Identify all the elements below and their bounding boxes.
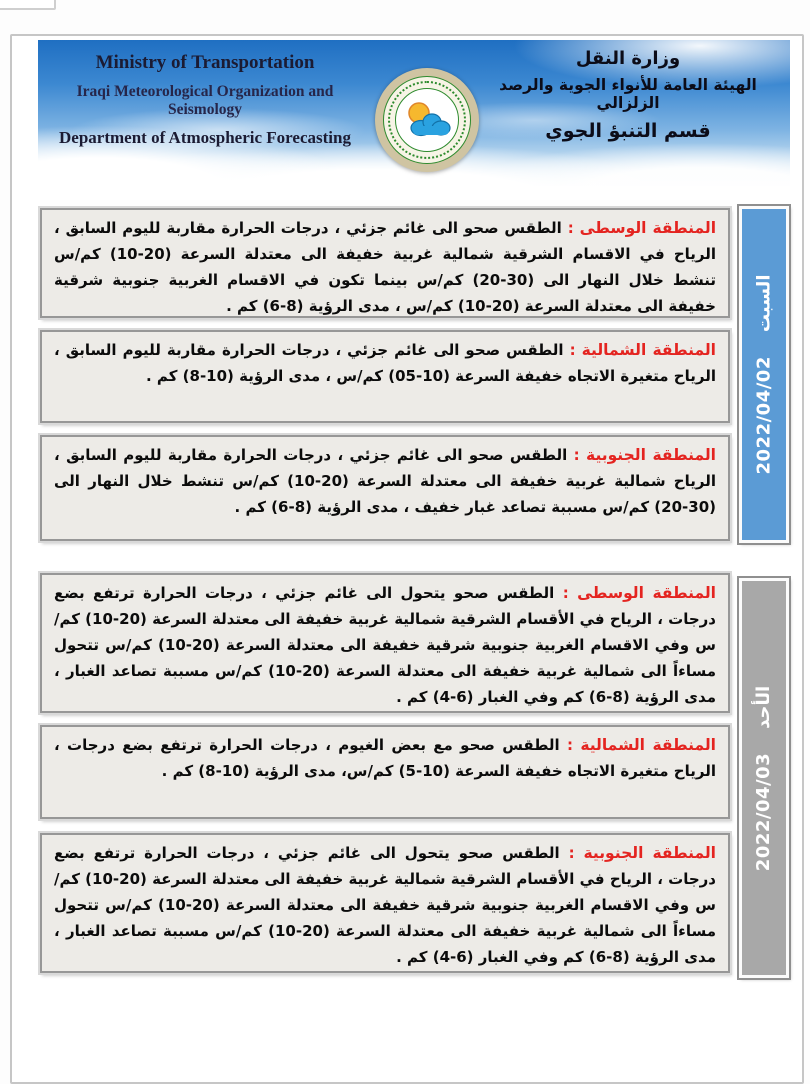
tab-sunday (739, 578, 789, 978)
header-english-block (50, 52, 360, 148)
forecast-text: الطقس صحو الى غائم جزئي ، درجات الحرارة مقاربة لليوم السابق ، الرياح متغيرة الاتجاه خفيفة السرعة (10-05) كم/س ، مدى الرؤية (10-8) كم . (54, 341, 716, 385)
tab-saturday-label (754, 275, 775, 475)
department-title-en: Department of Atmospheric Forecasting (59, 128, 351, 147)
day-name: السبت (753, 274, 775, 333)
tab-sunday-label (754, 685, 775, 870)
forecast-text: الطقس صحو يتحول الى غائم جزئي ، درجات الحرارة ترتفع بضع درجات ، الرياح في الأقسام الشرقية شمالية غربية خفيفة الى معتدلة السرعة (20-10) كم/س وفي الاقسام الغربية جنوبية شرقية خفيفة الى معتدلة السرعة (20-10) كم/س تتحول مساءاً الى شمالية غربية خفيفة الى معتدلة السرعة (20-10) كم/س مسببة تصاعد الغبار ، مدى الرؤية (8-6) كم وفي الغبار (6-4) كم . (54, 844, 716, 966)
region-label: المنطقة الشمالية (580, 736, 716, 754)
label-separator: : (559, 736, 581, 754)
forecast-text: الطقس صحو الى غائم جزئي ، درجات الحرارة مقاربة لليوم السابق ، الرياح شمالية غربية خفيفة الى معتدلة السرعة (20-10) كم/س تنشط خلال النهار الى (30-20) كم/س مسببة تصاعد غبار خفيف ، مدى الرؤية (8-6) كم . (54, 446, 716, 516)
forecast-box-sunday-central (40, 573, 730, 713)
forecast-box-sunday-southern (40, 833, 730, 973)
label-separator: : (554, 584, 578, 602)
region-label: المنطقة الوسطى (577, 584, 716, 602)
header-arabic-block (478, 48, 778, 142)
forecast-box-saturday-southern (40, 435, 730, 541)
logo-center (395, 88, 459, 152)
org-seal-logo (375, 68, 479, 172)
day-date: 2022/04/03 (753, 752, 775, 871)
logo-outer-band (383, 76, 471, 164)
forecast-text: الطقس صحو الى غائم جزئي ، درجات الحرارة مقاربة لليوم السابق ، الرياح في الاقسام الشرقية شمالية غربية خفيفة الى معتدلة السرعة (20-10) كم/س تنشط خلال النهار الى (30-20) كم/س بينما تكون في الاقسام الغربية جنوبية شرقية خفيفة الى معتدلة السرعة (20-10) كم/س ، مدى الرؤية (8-6) كم . (54, 219, 716, 315)
label-separator: : (567, 446, 587, 464)
forecast-box-sunday-northern (40, 725, 730, 819)
corner-artifact (0, 0, 56, 10)
region-label: المنطقة الوسطى (579, 219, 717, 237)
day-name: الأحد (753, 685, 775, 729)
organization-title-ar: الهيئة العامة للأنواء الجوية والرصد الزلزالي (499, 76, 757, 112)
header-banner (38, 40, 790, 186)
forecast-box-saturday-northern (40, 330, 730, 423)
region-label: المنطقة الجنوبية (583, 844, 716, 862)
label-separator: : (559, 844, 584, 862)
label-separator: : (561, 219, 580, 237)
logo-ring-text (388, 81, 466, 159)
forecast-box-saturday-central (40, 208, 730, 318)
organization-title-en: Iraqi Meteorological Organization and Seismology (76, 83, 334, 118)
region-label: المنطقة الجنوبية (586, 446, 716, 464)
forecast-text: الطقس صحو يتحول الى غائم جزئي ، درجات الحرارة ترتفع بضع درجات ، الرياح في الأقسام الشرقية شمالية غربية خفيفة الى معتدلة السرعة (20-10) كم/س وفي الاقسام الغربية جنوبية شرقية خفيفة الى معتدلة السرعة (20-10) كم/س تتحول مساءاً الى شمالية غربية خفيفة الى معتدلة السرعة (20-10) كم/س مسببة تصاعد الغبار ، مدى الرؤية (8-6) كم وفي الغبار (6-4) كم . (54, 584, 716, 706)
forecast-text: الطقس صحو مع بعض الغيوم ، درجات الحرارة ترتفع بضع درجات ، الرياح متغيرة الاتجاه خفيفة السرعة (10-5) كم/س، مدى الرؤية (10-8) كم . (54, 736, 716, 780)
tab-saturday (739, 206, 789, 543)
department-title-ar: قسم التنبؤ الجوي (545, 120, 711, 142)
region-label: المنطقة الشمالية (581, 341, 716, 359)
day-date: 2022/04/02 (753, 356, 775, 475)
label-separator: : (563, 341, 582, 359)
sun-cloud-icon (401, 100, 453, 140)
ministry-title-ar: وزارة النقل (575, 48, 681, 69)
ministry-title-en: Ministry of Transportation (95, 52, 315, 73)
